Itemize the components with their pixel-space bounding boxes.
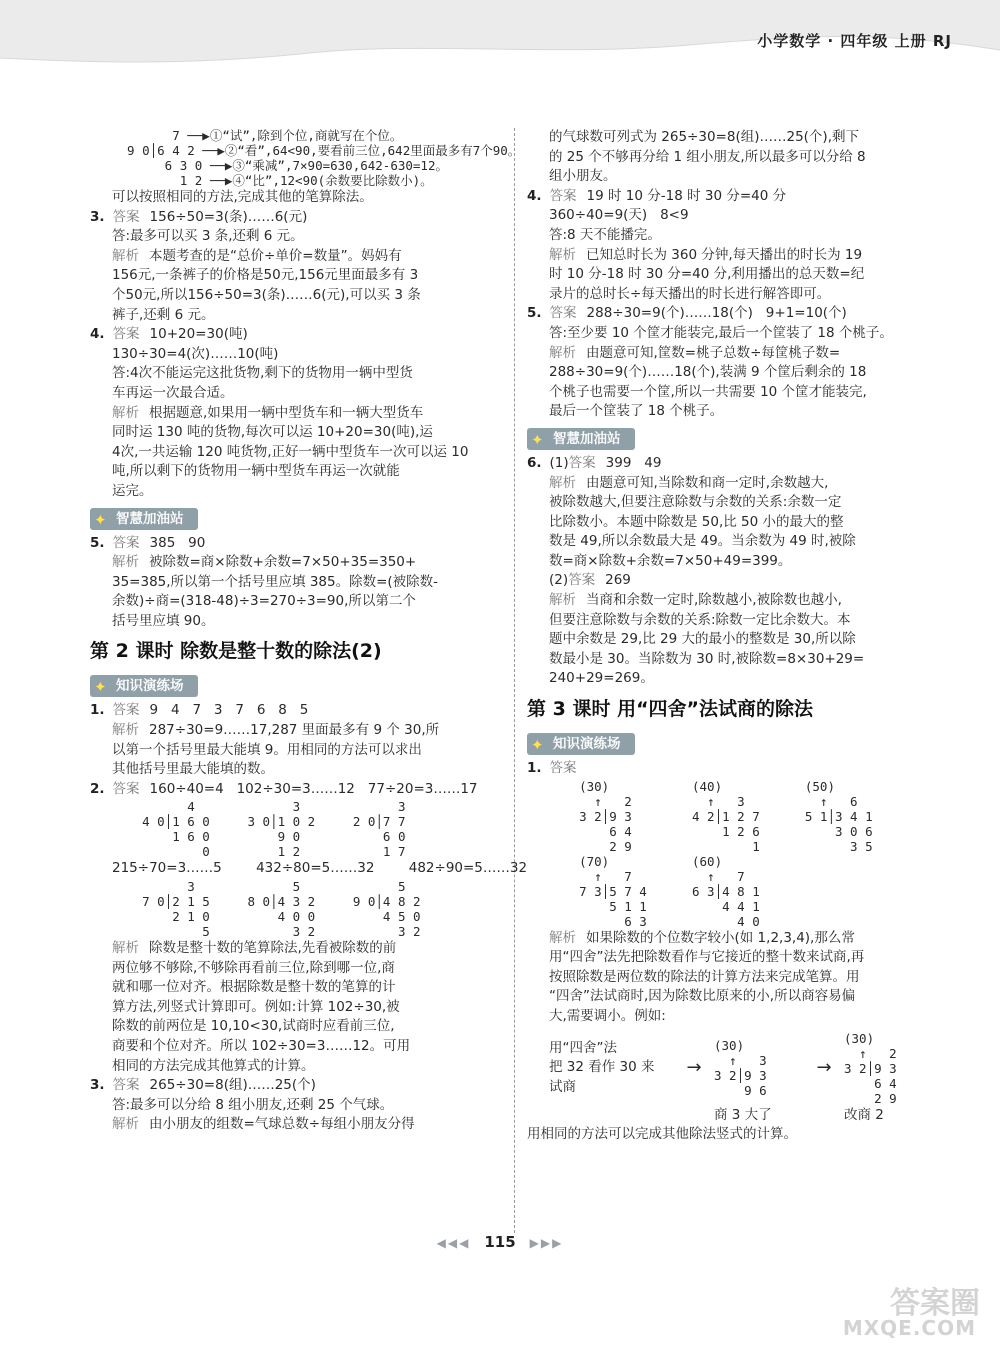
answer-text: 288÷30=9(个)……18(个) 9+1=10(个) bbox=[586, 305, 847, 322]
analysis-line: 时 10 分-18 时 30 分=40 分,利用播出的总天数=纪 bbox=[549, 266, 865, 283]
fig-line: 3 2│9 3 bbox=[714, 1068, 767, 1084]
analysis-line: 题中余数是 29,比 29 大的最小的整数是 30,所以除 bbox=[549, 631, 856, 648]
question-4 bbox=[90, 325, 510, 345]
analysis-line: 括号里应填 90。 bbox=[112, 612, 215, 629]
sub-question-number: (1) bbox=[549, 454, 569, 471]
analysis-text: 由题意可知,当除数和商一定时,余数越大, bbox=[586, 474, 829, 491]
question-number: 6. bbox=[527, 454, 542, 471]
analysis-line: 吨,所以剩下的货物用一辆中型货车再运一次就能 bbox=[112, 463, 400, 480]
answer-text: 265÷30=8(组)……25(个) bbox=[149, 1077, 316, 1094]
answer-tag: 答案 bbox=[112, 780, 140, 797]
analysis-tag: 解析 bbox=[112, 1116, 139, 1133]
lesson-title: 第 3 课时 用“四舍”法试商的除法 bbox=[527, 698, 814, 721]
text-line: 答:4次不能运完这批货物,剩下的货物用一辆中型货 bbox=[112, 365, 413, 382]
question-4b bbox=[527, 187, 947, 207]
analysis-line: 156元,一条裤子的价格是50元,156元里面最多有 3 bbox=[112, 267, 419, 284]
analysis-line: 个桃子也需要一个筐,所以一共需要 10 个筐才能装完, bbox=[549, 383, 867, 400]
fig-line: 7 3│5 7 4 6 3│4 8 1 bbox=[549, 883, 760, 899]
analysis-tag: 解析 bbox=[112, 722, 139, 739]
fig-line: 6 4 1 2 6 3 0 6 bbox=[549, 823, 873, 839]
analysis-line: 数是 49,所以余数最大是 49。当余数为 49 时,被除 bbox=[549, 533, 856, 550]
fig-line: 6 3 0 ──▶③“乘减”,7×90=630,642-630=12。 bbox=[112, 158, 448, 173]
analysis-line: 用“四舍”法先把除数看作与它接近的整十数来试商,再 bbox=[549, 949, 865, 966]
section-banner-practice bbox=[527, 733, 635, 755]
lesson-title: 第 2 课时 除数是整十数的除法(2) bbox=[90, 640, 382, 663]
question-2 bbox=[90, 780, 510, 800]
answer-text: 399 49 bbox=[605, 454, 662, 471]
text-line: 可以按照相同的方法,完成其他的笔算除法。 bbox=[112, 189, 373, 205]
answer-tag: 答案 bbox=[568, 572, 596, 589]
question-number: 1. bbox=[527, 760, 542, 777]
analysis-line: 以第一个括号里最大能填 9。用相同的方法可以求出 bbox=[112, 741, 422, 758]
star-icon: ✦ bbox=[94, 510, 107, 529]
fig-line: (70) (60) bbox=[549, 853, 723, 869]
answer-tag: 答案 bbox=[112, 534, 140, 551]
analysis-text: 被除数=商×除数+余数=7×50+35=350+ bbox=[149, 554, 417, 571]
example-label: 把 32 看作 30 来 bbox=[549, 1059, 655, 1076]
page-footer bbox=[0, 1233, 1000, 1251]
answer-text: 269 bbox=[605, 572, 631, 589]
section-banner-bonus bbox=[527, 428, 635, 450]
analysis-tag: 解析 bbox=[549, 246, 576, 263]
fig-line: 0 1 2 1 7 bbox=[112, 844, 406, 860]
example-division-2 bbox=[844, 1031, 934, 1106]
analysis-tag: 解析 bbox=[112, 940, 139, 957]
question-1b bbox=[527, 759, 947, 779]
long-division-figure bbox=[527, 779, 947, 854]
analysis-line bbox=[90, 939, 510, 959]
long-division-figure bbox=[90, 879, 510, 939]
question-number: 5. bbox=[527, 305, 542, 322]
analysis-line: 大,需要调小。例如: bbox=[549, 1008, 666, 1024]
example-captions bbox=[527, 1106, 947, 1126]
text-line: 答:至少要 10 个筐才能装完,最后一个筐装了 18 个桃子。 bbox=[549, 324, 893, 341]
star-icon: ✦ bbox=[94, 678, 107, 697]
analysis-line bbox=[90, 553, 510, 573]
analysis-line bbox=[527, 344, 947, 364]
fig-line: ↑ 2 bbox=[844, 1045, 897, 1061]
section-banner-bonus bbox=[90, 508, 198, 530]
fig-line: 3 2│9 3 4 2│1 2 7 5 1│3 4 1 bbox=[549, 808, 873, 824]
answer-tag: 答案 bbox=[112, 1077, 140, 1094]
left-column bbox=[90, 128, 528, 1135]
analysis-line: 但要注意除数与余数的关系:除数一定比余数大。本 bbox=[549, 611, 851, 628]
analysis-line: 运完。 bbox=[112, 482, 153, 499]
analysis-tag: 解析 bbox=[112, 404, 139, 421]
analysis-line: 算方法,列竖式计算即可。例如:计算 102÷30,被 bbox=[112, 998, 400, 1015]
fig-line: 7 ──▶①“试”,除到个位,商就写在个位。 bbox=[112, 128, 403, 143]
text-line: 答:最多可以分给 8 组小朋友,还剩 25 个气球。 bbox=[112, 1096, 394, 1113]
fig-line: 3 2│9 3 bbox=[844, 1060, 897, 1076]
answer-text: 160÷40=4 102÷30=3……12 77÷20=3……17 bbox=[149, 780, 478, 797]
question-number: 4. bbox=[527, 187, 542, 204]
analysis-line: 比除数小。本题中除数是 50,比 50 小的最大的整 bbox=[549, 513, 844, 530]
banner-label: 知识演练场 bbox=[116, 678, 184, 695]
answer-tag: 答案 bbox=[568, 454, 596, 471]
question-number: 4. bbox=[90, 326, 105, 343]
fig-line: (30) bbox=[714, 1038, 745, 1054]
answer-tag: 答案 bbox=[112, 326, 140, 343]
fig-line: 6 4 bbox=[844, 1075, 897, 1091]
analysis-line bbox=[90, 721, 510, 741]
analysis-line: 除数的前两位是 10,10<30,试商时应看前三位, bbox=[112, 1018, 395, 1035]
analysis-line: 商要和个位对齐。所以 102÷30=3……12。可用 bbox=[112, 1038, 411, 1054]
page-header bbox=[0, 0, 1000, 72]
answer-text: 9 4 7 3 7 6 8 5 bbox=[149, 702, 309, 719]
analysis-line bbox=[527, 246, 947, 266]
sub-question-line bbox=[527, 571, 947, 591]
answer-text: 156÷50=3(条)……6(元) bbox=[149, 208, 308, 225]
analysis-line: 4次,一共运输 120 吨货物,正好一辆中型货车一次可以运 10 bbox=[112, 443, 469, 460]
fig-line: 1 6 0 9 0 6 0 bbox=[112, 829, 406, 845]
watermark-url: MXQE.COM bbox=[842, 1316, 976, 1340]
analysis-line: 就和哪一位对齐。根据除数是整十数的笔算的计 bbox=[112, 979, 396, 996]
division-steps-figure bbox=[90, 128, 521, 188]
fig-line: 1 2 ──▶④“比”,12<90(余数要比除数小)。 bbox=[112, 173, 433, 188]
fig-line: 9 0│6 4 2 ──▶②“看”,64<90,要看前三位,642里面最多有7个90。 bbox=[112, 143, 521, 158]
analysis-text: 除数是整十数的笔算除法,先看被除数的前 bbox=[149, 940, 397, 957]
analysis-line bbox=[90, 1115, 510, 1135]
example-figure bbox=[527, 1031, 947, 1106]
analysis-text: 已知总时长为 360 分钟,每天播出的时长为 19 bbox=[586, 246, 863, 263]
analysis-text: 287÷30=9……17,287 里面最多有 9 个 30,所 bbox=[149, 722, 440, 739]
text-line: 答:8 天不能播完。 bbox=[549, 226, 661, 243]
analysis-text: 由小朋友的组数=气球总数÷每组小朋友分得 bbox=[149, 1116, 415, 1133]
analysis-text: 本题考查的是“总价÷单价=数量”。妈妈有 bbox=[149, 247, 402, 264]
fig-line: 2 9 1 3 5 bbox=[549, 838, 873, 854]
analysis-line: 数=商×除数+余数=7×50+49=399。 bbox=[549, 552, 792, 569]
question-number: 5. bbox=[90, 534, 105, 551]
question-3 bbox=[90, 208, 510, 228]
example-label: 用“四舍”法 bbox=[549, 1039, 617, 1056]
analysis-line: 相同的方法完成其他算式的计算。 bbox=[112, 1057, 315, 1074]
analysis-line: 其他括号里最大能填的数。 bbox=[112, 761, 274, 778]
long-division-figure bbox=[527, 854, 947, 929]
fig-line: 5 3 2 3 2 bbox=[112, 924, 421, 940]
example-division-1 bbox=[714, 1038, 804, 1098]
sub-question-number: (2) bbox=[549, 572, 569, 589]
text-line: 答:最多可以买 3 条,还剩 6 元。 bbox=[112, 228, 304, 245]
question-5 bbox=[90, 534, 510, 554]
fig-line: 9 6 bbox=[714, 1083, 767, 1099]
analysis-tag: 解析 bbox=[112, 554, 139, 571]
next-arrows-icon: ▶▶▶ bbox=[529, 1236, 564, 1250]
analysis-line bbox=[527, 591, 947, 611]
analysis-line: 最后一个筐装了 18 个桃子。 bbox=[549, 403, 724, 420]
text-line: 组小朋友。 bbox=[549, 168, 617, 185]
example-label: 试商 bbox=[549, 1078, 576, 1095]
page-number: 115 bbox=[484, 1233, 516, 1251]
text-line: 的气球数可列式为 265÷30=8(组)……25(个),剩下 bbox=[549, 129, 859, 145]
analysis-text: 当商和余数一定时,除数越小,被除数也越小, bbox=[586, 592, 842, 609]
analysis-line: 被除数越大,但要注意除数与余数的关系:余数一定 bbox=[549, 494, 842, 511]
analysis-line: 35=385,所以第一个括号里应填 385。除数=(被除数- bbox=[112, 573, 439, 590]
section-banner-practice bbox=[90, 675, 198, 697]
analysis-line: 数最小是 30。当除数为 30 时,被除数=8×30+29= bbox=[549, 650, 865, 667]
answer-tag: 答案 bbox=[549, 305, 577, 322]
analysis-tag: 解析 bbox=[549, 592, 576, 609]
analysis-line: 余数)÷商=(318-48)÷3=270÷3=90,所以第二个 bbox=[112, 593, 416, 610]
analysis-tag: 解析 bbox=[549, 474, 576, 491]
fig-line: 4 0│1 6 0 3 0│1 0 2 2 0│7 7 bbox=[112, 814, 406, 830]
analysis-text: 根据题意,如果用一辆中型货车和一辆大型货车 bbox=[149, 404, 424, 421]
answer-text: 10+20=30(吨) bbox=[149, 326, 248, 343]
example-caption: 改商 2 bbox=[844, 1106, 884, 1123]
star-icon: ✦ bbox=[531, 430, 544, 449]
analysis-line bbox=[527, 474, 947, 494]
analysis-line: 288÷30=9(个)……18(个),装满 9 个筐后剩余的 18 bbox=[549, 364, 867, 381]
analysis-line: 按照除数是两位数的除法的计算方法来完成笔算。用 bbox=[549, 968, 860, 985]
analysis-line bbox=[90, 404, 510, 424]
right-column bbox=[527, 128, 947, 1145]
fig-line: ↑ 3 bbox=[714, 1053, 767, 1069]
question-1 bbox=[90, 701, 510, 721]
question-number: 3. bbox=[90, 1077, 105, 1094]
answer-tag: 答案 bbox=[549, 187, 577, 204]
watermark-logo: 答案圈 bbox=[890, 1286, 980, 1321]
fig-line: 4 3 3 bbox=[112, 799, 406, 815]
analysis-text: 由题意可知,筐数=桃子总数÷每筐桃子数= bbox=[586, 344, 841, 361]
arrow-right-icon: → bbox=[816, 1057, 832, 1079]
example-caption: 商 3 大了 bbox=[714, 1106, 772, 1123]
question-number: 2. bbox=[90, 780, 105, 797]
answer-tag: 答案 bbox=[112, 702, 140, 719]
banner-label: 知识演练场 bbox=[553, 736, 621, 753]
text-line: 360÷40=9(天) 8<9 bbox=[549, 207, 689, 224]
answer-tag: 答案 bbox=[549, 760, 577, 777]
question-number: 1. bbox=[90, 702, 105, 719]
fig-line: 2 9 bbox=[844, 1090, 897, 1106]
text-line: 车再运一次最合适。 bbox=[112, 384, 234, 401]
question-5b bbox=[527, 304, 947, 324]
fig-line: ↑ 7 ↑ 7 bbox=[549, 868, 745, 884]
analysis-line bbox=[90, 247, 510, 267]
question-3b bbox=[90, 1076, 510, 1096]
analysis-line: 录片的总时长÷每天播出的时长进行解答即可。 bbox=[549, 285, 831, 302]
analysis-tag: 解析 bbox=[549, 929, 576, 946]
text-line: 130÷30=4(次)……10(吨) bbox=[112, 345, 279, 362]
example-label-block bbox=[549, 1039, 674, 1098]
analysis-line bbox=[527, 929, 947, 949]
analysis-line: 240+29=269。 bbox=[549, 670, 654, 687]
arrow-right-icon: → bbox=[686, 1057, 702, 1079]
banner-label: 智慧加油站 bbox=[116, 510, 184, 527]
text-line: 的 25 个不够再分给 1 组小朋友,所以最多可以分给 8 bbox=[549, 148, 866, 165]
answer-text: 385 90 bbox=[149, 534, 206, 551]
star-icon: ✦ bbox=[531, 736, 544, 755]
question-number: 3. bbox=[90, 208, 105, 225]
analysis-line: 同时运 130 吨的货物,每次可以运 10+20=30(吨),运 bbox=[112, 424, 433, 441]
equation-line: 215÷70=3……5 432÷80=5……32 482÷90=5……32 bbox=[112, 860, 528, 877]
fig-line: (30) bbox=[844, 1030, 875, 1046]
analysis-line: 个50元,所以156÷50=3(条)……6(元),可以买 3 条 bbox=[112, 286, 421, 303]
analysis-line: “四舍”法试商时,因为除数比原来的小,所以商容易偏 bbox=[549, 988, 856, 1005]
question-6 bbox=[527, 454, 947, 474]
analysis-tag: 解析 bbox=[112, 247, 139, 264]
header-title: 小学数学 · 四年级 上册 RJ bbox=[757, 32, 952, 50]
answer-text: 19 时 10 分-18 时 30 分=40 分 bbox=[586, 187, 787, 204]
long-division-figure bbox=[90, 799, 510, 859]
column-divider bbox=[514, 128, 515, 1233]
fig-line: 7 0│2 1 5 8 0│4 3 2 9 0│4 8 2 bbox=[112, 894, 421, 910]
fig-line: 3 5 5 bbox=[112, 879, 406, 895]
previous-arrows-icon: ◀◀◀ bbox=[436, 1236, 471, 1250]
analysis-text: 如果除数的个位数字较小(如 1,2,3,4),那么常 bbox=[586, 929, 855, 946]
analysis-line: 两位够不够除,不够除再看前三位,除到哪一位,商 bbox=[112, 959, 395, 976]
fig-line: 5 1 1 4 4 1 bbox=[549, 898, 760, 914]
analysis-line: 裤子,还剩 6 元。 bbox=[112, 306, 215, 323]
fig-line: ↑ 2 ↑ 3 ↑ 6 bbox=[549, 793, 858, 809]
banner-label: 智慧加油站 bbox=[553, 430, 621, 447]
fig-line: 6 3 4 0 bbox=[549, 913, 760, 929]
text-line: 用相同的方法可以完成其他除法竖式的计算。 bbox=[527, 1126, 797, 1143]
fig-line: (30) (40) (50) bbox=[549, 778, 835, 794]
answer-tag: 答案 bbox=[112, 208, 140, 225]
analysis-tag: 解析 bbox=[549, 344, 576, 361]
fig-line: 2 1 0 4 0 0 4 5 0 bbox=[112, 909, 421, 925]
